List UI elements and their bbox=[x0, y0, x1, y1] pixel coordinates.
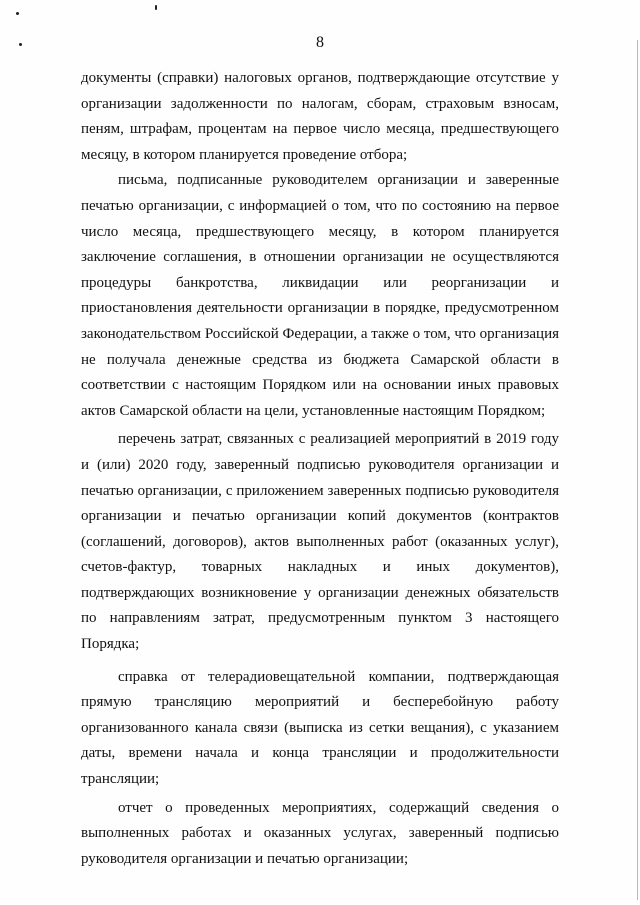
paragraph-signed-letters: письма, подписанные руководителем организации и заверенные печатью организации, с информацией о том, что по состоянию на первое число месяца, предшествующего месяцу, в котором планируется заключение соглашения, в отношении организации не осуществляются процедуры банкротства, ликвидации или реорганизации и приостановления деятельности организации в порядке, предусмотренном законодательством Российской Федерации, а также о том, что организация не получала денежные средства из бюджета Самарской области в соответствии с настоящим Порядком или на основании иных правовых актов Самарской области на цели, установленные настоящим Порядком; bbox=[81, 172, 559, 419]
scan-speck bbox=[16, 12, 19, 15]
paragraph-tax-certificates: документы (справки) налоговых органов, подтверждающие отсутствие у организации задолженности по налогам, сборам, страховым взносам, пеням, штрафам, процентам на первое число месяца, предшествующего месяцу, в котором планируется проведение отбора; bbox=[81, 70, 559, 163]
document-body bbox=[81, 66, 559, 872]
paragraph-expense-list: перечень затрат, связанных с реализацией мероприятий в 2019 году и (или) 2020 году, заверенный подписью руководителя организации и печатью организации, с приложением заверенных подписью руководителя организации и печатью организации копий документов (контрактов (соглашений, договоров), актов выполненных работ (оказанных услуг), счетов-фактур, товарных накладных и иных документов), подтверждающих возникновение у организации денежных обязательств по направлениям затрат, предусмотренным пунктом 3 настоящего Порядка; bbox=[81, 431, 559, 653]
paragraph-broadcaster-certificate: справка от телерадиовещательной компании, подтверждающая прямую трансляцию мероприятий и бесперебойную работу организованного канала связи (выписка из сетки вещания), с указанием даты, времени начала и конца трансляции и продолжительности трансляции; bbox=[81, 668, 559, 788]
paragraph-events-report: отчет о проведенных мероприятиях, содержащий сведения о выполненных работах и оказанных услугах, заверенный подписью руководителя организации и печатью организации; bbox=[81, 799, 559, 867]
page-number: 8 bbox=[316, 34, 324, 51]
scan-edge-line bbox=[637, 40, 638, 900]
scan-speck bbox=[155, 5, 157, 10]
